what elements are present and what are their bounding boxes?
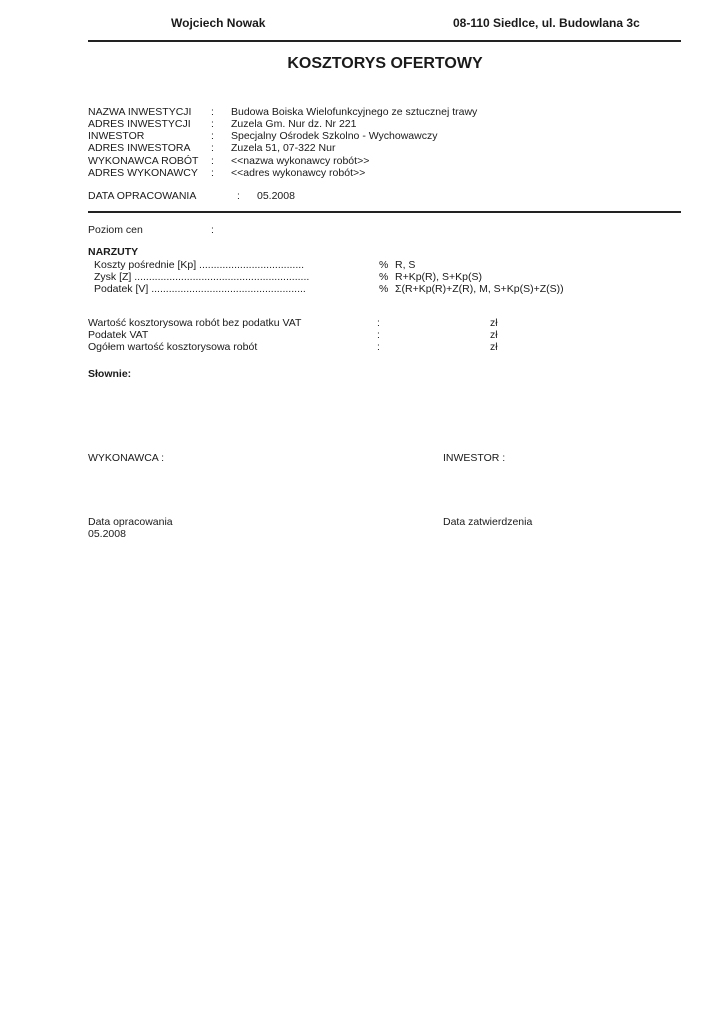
value-label: Wartość kosztorysowa robót bez podatku VAT <box>88 317 302 329</box>
approval-date-label: Data zatwierdzenia <box>443 516 533 528</box>
narzuty-pct: % <box>379 259 389 271</box>
page-title: KOSZTORYS OFERTOWY <box>287 55 483 72</box>
info-sep: : <box>211 118 214 130</box>
info-value: Zuzela Gm. Nur dz. Nr 221 <box>231 118 357 130</box>
narzuty-formula: R, S <box>395 259 416 271</box>
narzuty-pct: % <box>379 283 389 295</box>
info-value: <<nazwa wykonawcy robót>> <box>231 155 370 167</box>
info-value: Zuzela 51, 07-322 Nur <box>231 142 336 154</box>
info-label: ADRES INWESTORA <box>88 142 191 154</box>
value-sep: : <box>377 341 380 353</box>
header-rule <box>88 40 681 42</box>
value-label: Podatek VAT <box>88 329 149 341</box>
investor-label: INWESTOR : <box>443 452 506 464</box>
info-label: WYKONAWCA ROBÓT <box>88 155 199 167</box>
narzuty-formula: R+Kp(R), S+Kp(S) <box>395 271 482 283</box>
header-address: 08-110 Siedlce, ul. Budowlana 3c <box>453 16 640 30</box>
section-rule <box>88 211 681 213</box>
slownie-label: Słownie: <box>88 368 132 380</box>
narzuty-label: Podatek [V] ..................................................... <box>94 283 306 295</box>
info-label: INWESTOR <box>88 130 145 142</box>
info-sep: : <box>211 106 214 118</box>
narzuty-label: Koszty pośrednie [Kp] .................................... <box>94 259 305 271</box>
prep-date-value: 05.2008 <box>88 528 126 540</box>
date-prep-label: DATA OPRACOWANIA <box>88 190 197 202</box>
value-unit: zł <box>490 341 498 353</box>
info-label: NAZWA INWESTYCJI <box>88 106 192 118</box>
date-prep-value: 05.2008 <box>257 190 295 202</box>
value-unit: zł <box>490 329 498 341</box>
contractor-label: WYKONAWCA : <box>88 452 165 464</box>
info-value: Specjalny Ośrodek Szkolno - Wychowawczy <box>231 130 438 142</box>
narzuty-pct: % <box>379 271 389 283</box>
date-prep-sep: : <box>237 190 240 202</box>
value-sep: : <box>377 317 380 329</box>
info-sep: : <box>211 142 214 154</box>
info-value: Budowa Boiska Wielofunkcyjnego ze sztucznej trawy <box>231 106 478 118</box>
value-sep: : <box>377 329 380 341</box>
price-level-label: Poziom cen <box>88 224 143 236</box>
info-label: ADRES INWESTYCJI <box>88 118 191 130</box>
info-value: <<adres wykonawcy robót>> <box>231 167 366 179</box>
narzuty-heading: NARZUTY <box>88 246 139 258</box>
info-sep: : <box>211 167 214 179</box>
value-label: Ogółem wartość kosztorysowa robót <box>88 341 258 353</box>
prep-date-label: Data opracowania <box>88 516 173 528</box>
header-author: Wojciech Nowak <box>171 16 266 30</box>
narzuty-label: Zysk [Z] ............................................................ <box>94 271 310 283</box>
value-unit: zł <box>490 317 498 329</box>
price-level-sep: : <box>211 224 214 236</box>
info-label: ADRES WYKONAWCY <box>88 167 198 179</box>
info-sep: : <box>211 155 214 167</box>
info-sep: : <box>211 130 214 142</box>
narzuty-formula: Σ(R+Kp(R)+Z(R), M, S+Kp(S)+Z(S)) <box>395 283 564 295</box>
